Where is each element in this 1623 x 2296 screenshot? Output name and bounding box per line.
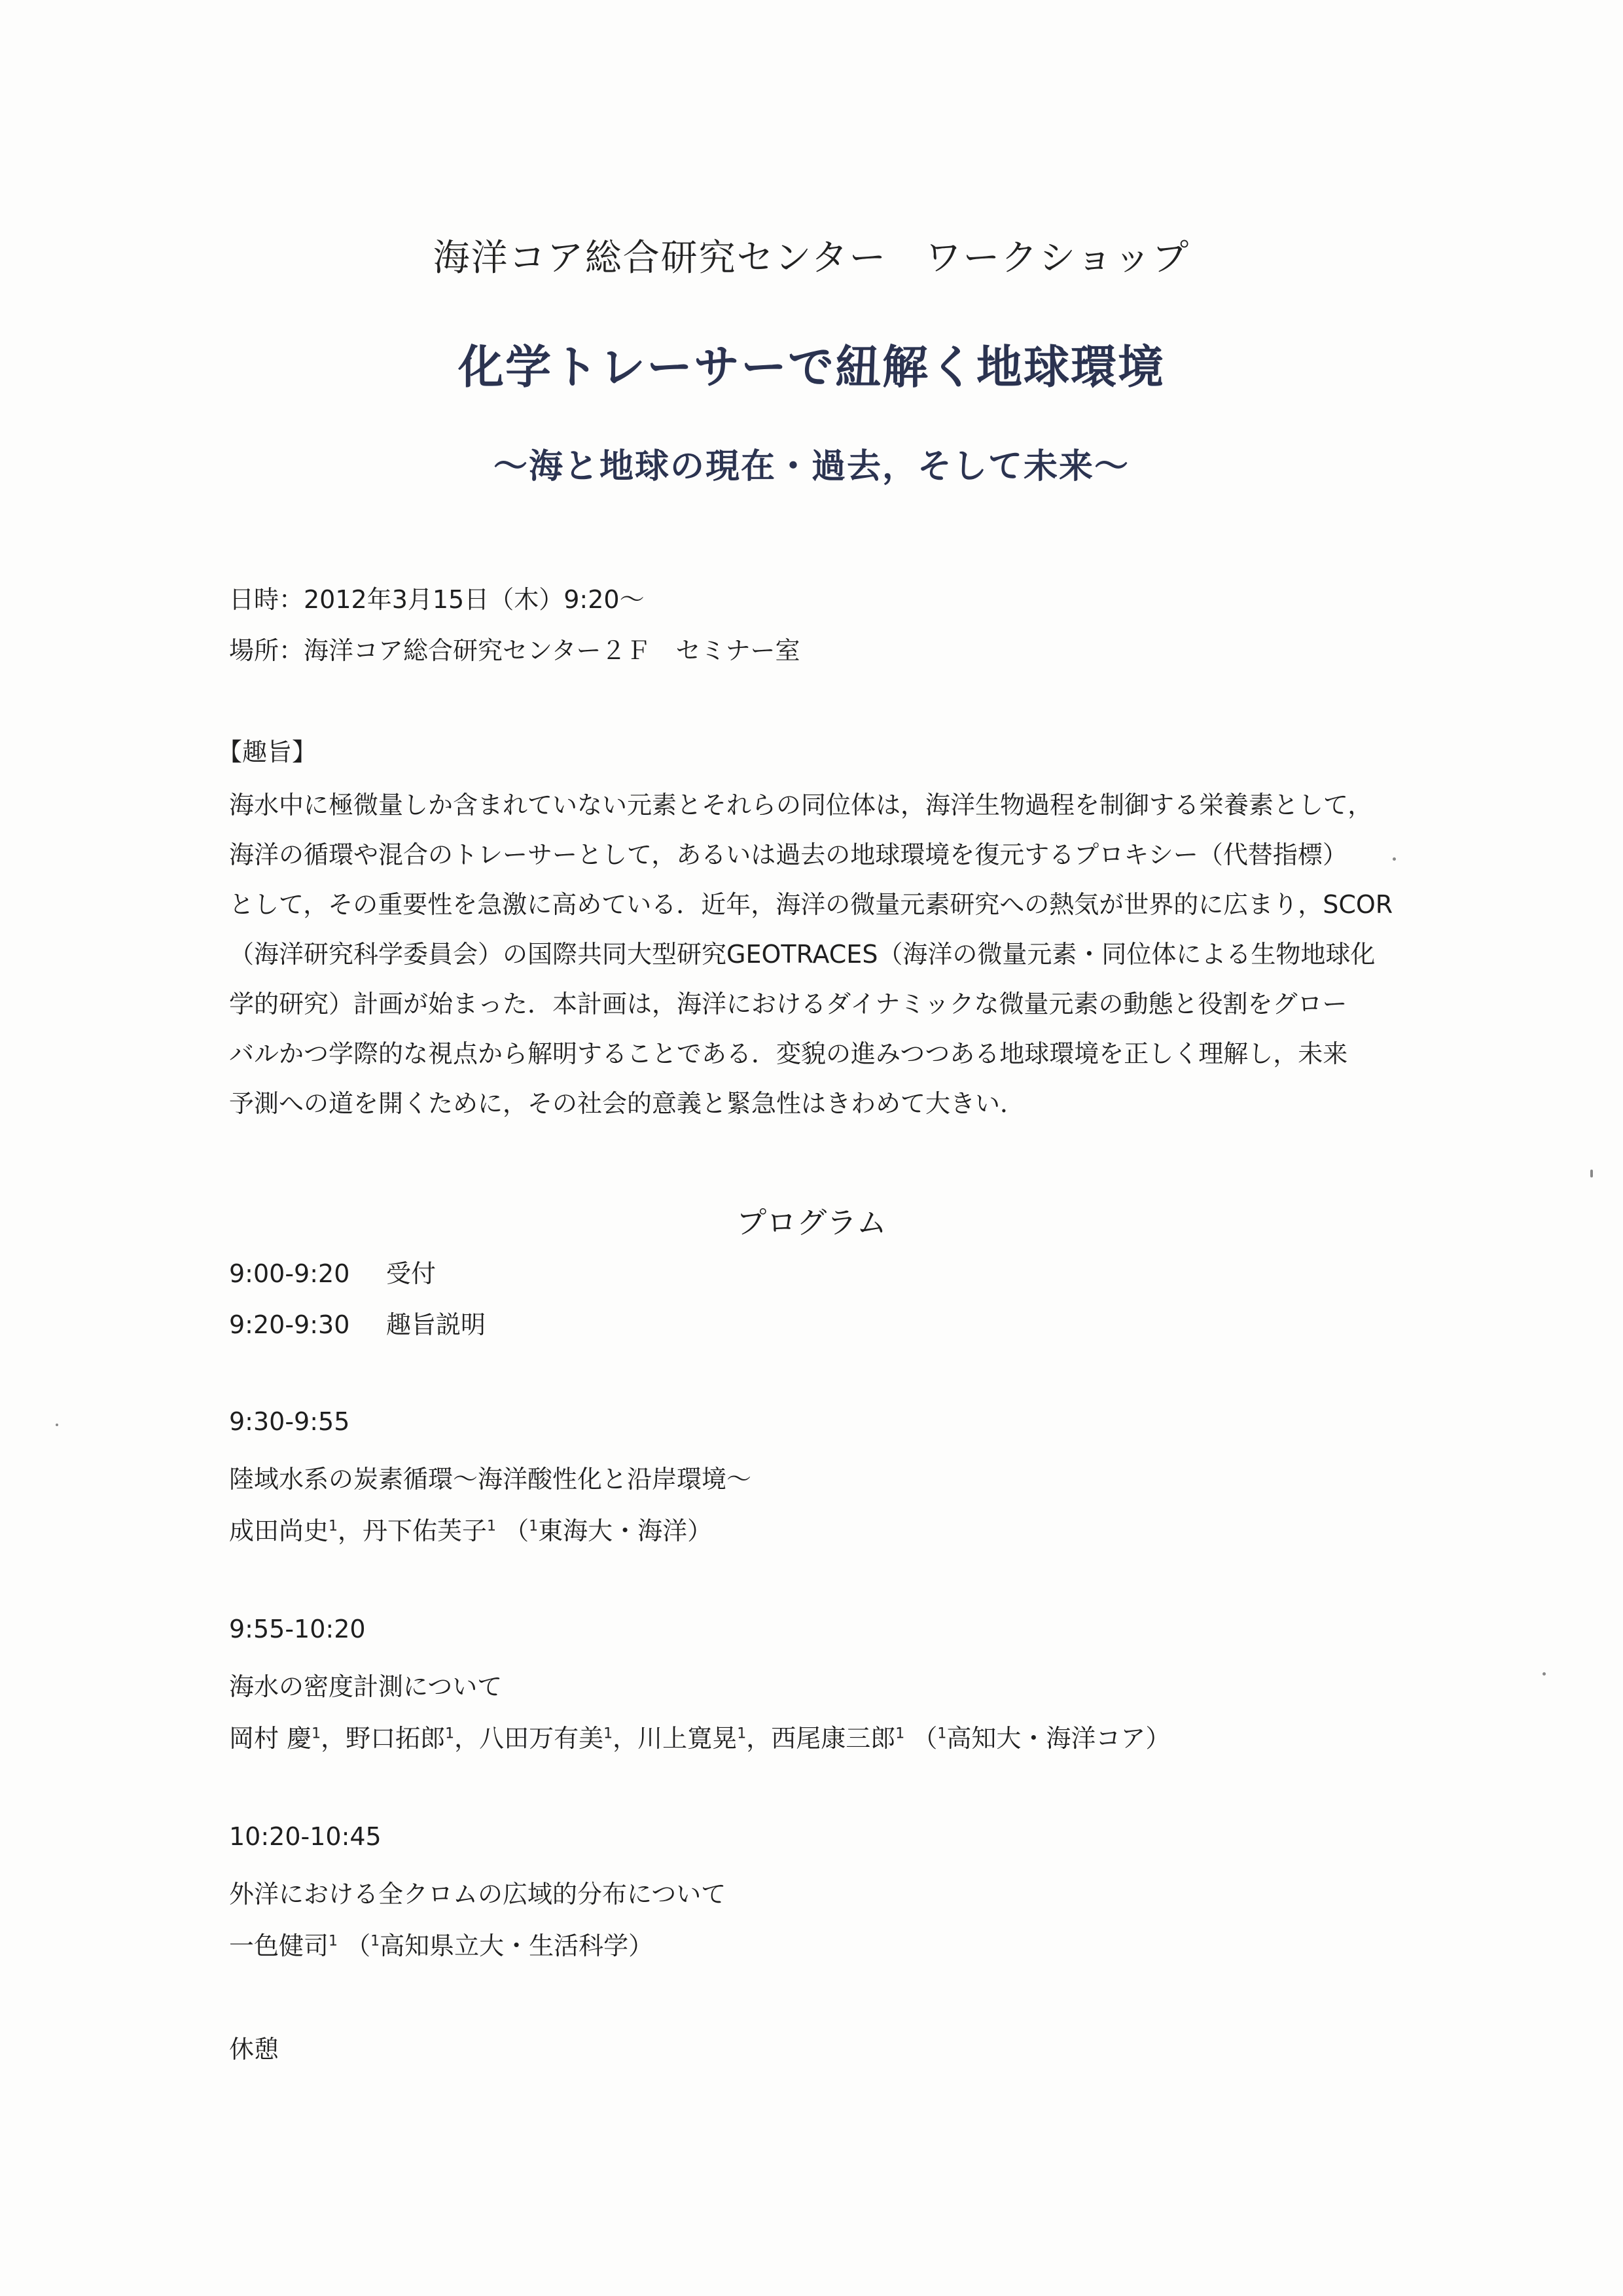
affiliation: 高知大・海洋コア [946, 1724, 1146, 1753]
affiliation-mark: 1 [895, 1725, 905, 1742]
purpose-line: （海洋研究科学委員会）の国際共同大型研究GEOTRACES（海洋の微量元素・同位体による生物地球化 [229, 940, 1376, 969]
author: 一色健司 [229, 1931, 329, 1960]
paren: （ [504, 1516, 529, 1545]
separator: ， [613, 1724, 638, 1753]
paren: （ [912, 1724, 938, 1753]
talk3-title: 外洋における全クロムの広域的分布について [229, 1880, 726, 1909]
separator: ， [454, 1724, 480, 1753]
talk1-time: 9:30-9:55 [229, 1407, 350, 1436]
talk3-authors [229, 1926, 653, 1962]
separator: ， [338, 1516, 363, 1545]
affiliation-mark: 1 [737, 1725, 747, 1742]
affiliation-mark: 1 [370, 1933, 380, 1950]
affiliation: 東海大・海洋 [538, 1516, 688, 1545]
author: 野口拓郎 [346, 1724, 446, 1753]
purpose-line: 海洋の循環や混合のトレーサーとして，あるいは過去の地球環境を復元するプロキシー（代替指標） [229, 840, 1347, 869]
program-heading: プログラム [736, 1205, 887, 1240]
program-intro [229, 1304, 486, 1340]
affiliation-mark: 1 [312, 1725, 321, 1742]
purpose-heading: 【趣旨】 [217, 738, 317, 766]
separator: ， [321, 1724, 346, 1753]
author: 西尾康三郎 [771, 1724, 896, 1753]
separator: ， [746, 1724, 772, 1753]
session-label: 趣旨説明 [386, 1310, 486, 1339]
author: 丹下佑芙子 [363, 1516, 488, 1545]
affiliation-mark: 1 [937, 1725, 947, 1742]
scan-speck [1590, 1170, 1593, 1177]
author: 八田万有美 [479, 1724, 604, 1753]
talk1-title: 陸域水系の炭素循環〜海洋酸性化と沿岸環境〜 [229, 1465, 752, 1494]
workshop-title: 化学トレーサーで紐解く地球環境 [458, 340, 1165, 394]
session-label: 受付 [386, 1259, 437, 1288]
purpose-line: バルかつ学際的な視点から解明することである．変貌の進みつつある地球環境を正しく理解し，未来 [229, 1039, 1348, 1068]
time-slot: 9:20-9:30 [229, 1310, 350, 1339]
purpose-line: 学的研究）計画が始まった．本計画は，海洋におけるダイナミックな微量元素の動態と役割をグロー [229, 990, 1347, 1018]
scan-speck [56, 1424, 58, 1426]
author: 岡村 慶 [229, 1724, 312, 1753]
affiliation-mark: 1 [329, 1933, 338, 1950]
purpose-line: 海水中に極微量しか含まれていない元素とそれらの同位体は，海洋生物過程を制御する栄養素として， [229, 791, 1373, 819]
organizer-title: 海洋コア総合研究センター ワークショップ [433, 237, 1190, 279]
purpose-line: 予測への道を開くために，その社会的意義と緊急性はきわめて大きい． [229, 1089, 1026, 1118]
talk1-authors [229, 1511, 712, 1547]
talk2-time: 9:55-10:20 [229, 1615, 366, 1643]
paren: ） [1145, 1724, 1171, 1753]
affiliation-mark: 1 [487, 1518, 497, 1535]
affiliation: 高知県立大・生活科学 [380, 1931, 629, 1960]
purpose-line: として，その重要性を急激に高めている．近年，海洋の微量元素研究への熱気が世界的に広まり，SCOR [229, 890, 1393, 919]
affiliation-mark: 1 [445, 1725, 455, 1742]
paren: ） [687, 1516, 713, 1545]
paren: ） [628, 1931, 654, 1960]
time-slot: 9:00-9:20 [229, 1259, 350, 1288]
talk2-authors [229, 1718, 1170, 1754]
affiliation-mark: 1 [603, 1725, 613, 1742]
event-date: 日時：2012年3月15日（木）9:20〜 [229, 585, 645, 614]
break-label: 休憩 [229, 2035, 279, 2064]
author: 川上寛晃 [637, 1724, 738, 1753]
scan-speck [1543, 1672, 1546, 1676]
workshop-subtitle: 〜海と地球の現在・過去，そして未来〜 [493, 447, 1130, 486]
talk3-time: 10:20-10:45 [229, 1822, 382, 1851]
affiliation-mark: 1 [529, 1518, 539, 1535]
talk2-title: 海水の密度計測について [229, 1672, 503, 1701]
program-reception [229, 1253, 436, 1289]
affiliation-mark: 1 [329, 1518, 338, 1535]
paren: （ [346, 1931, 371, 1960]
event-place: 場所：海洋コア総合研究センター２Ｆ セミナー室 [229, 636, 800, 665]
author: 成田尚史 [229, 1516, 329, 1545]
scan-speck [1393, 857, 1396, 861]
purpose-body [229, 780, 1407, 1128]
